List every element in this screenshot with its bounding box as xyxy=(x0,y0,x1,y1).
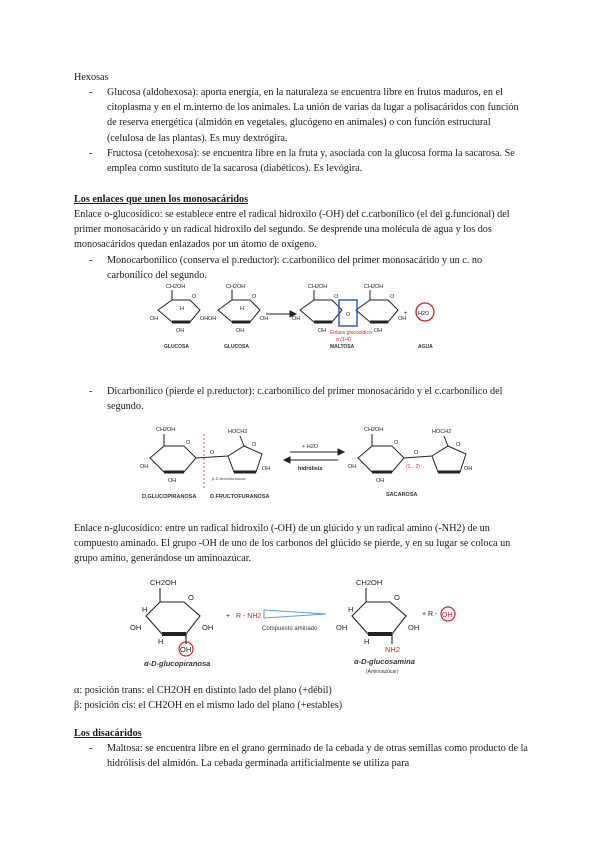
svg-text:OH: OH xyxy=(200,316,209,322)
svg-text:H: H xyxy=(180,306,184,312)
bond-type: α (1-4) xyxy=(336,337,351,343)
label-glucosa-2: GLUCOSA xyxy=(224,344,249,350)
svg-text:CH2OH: CH2OH xyxy=(226,284,246,290)
glucosa-text: Glucosa (aldohexosa): aporta energía, en la naturaleza se encuentra libre en frutos maduros, en el citoplasma y en el m.interno de los animales. La unión de varias da lugar a polisacáridos con función de reserva energética (almidón en vegetales, glucógeno en animales) o con función estructural (celulosa de las plantas). Es muy dextrógira. xyxy=(107,87,519,144)
compound-label: Compuesto aminado xyxy=(262,626,318,632)
svg-text:H: H xyxy=(240,306,244,312)
svg-text:O: O xyxy=(252,294,257,300)
svg-text:CH2OH: CH2OH xyxy=(364,427,384,433)
svg-text:OH: OH xyxy=(336,623,348,632)
hexosas-title: Hexosas xyxy=(74,72,109,83)
svg-text:H: H xyxy=(348,605,354,614)
svg-text:+: + xyxy=(226,613,231,620)
svg-text:O: O xyxy=(252,442,257,448)
bullet-dicarbonilico: - Dicarbonílico (pierde el p.reductor): c.carbonílico del primer monosacárido y el c.carbonílico del segundo. xyxy=(89,384,529,414)
svg-text:H: H xyxy=(158,637,164,646)
svg-text:O: O xyxy=(188,593,194,602)
maltosa-figure xyxy=(150,280,450,352)
svg-text:OH: OH xyxy=(180,645,192,654)
label-glucosa-1: GLUCOSA xyxy=(164,344,189,350)
svg-text:+: + xyxy=(404,311,408,317)
svg-text:O: O xyxy=(414,450,419,456)
svg-text:OH: OH xyxy=(130,623,142,632)
svg-text:OH: OH xyxy=(318,328,327,334)
svg-text:O: O xyxy=(394,440,399,446)
svg-text:OH: OH xyxy=(292,316,301,322)
svg-text:O: O xyxy=(346,312,351,318)
reaction-water: + H2O xyxy=(302,444,319,450)
dicarbonilico-text: Dicarbonílico (pierde el p.reductor): c.carbonílico del primer monosacárido y el c.carbonílico del segundo. xyxy=(107,386,503,413)
n-glucosidico-text: Enlace n-glucosídico: entre un radical hidroxilo (-OH) de un glúcido y un radical amino (-NH2) de un compuesto aminado. El grupo -OH de uno de los carbonos del glúcido se pierde, y en su lugar se coloca un grupo amino, generándose un aminoazúcar. xyxy=(74,523,511,565)
svg-text:CH2OH: CH2OH xyxy=(156,427,176,433)
svg-text:CH2OH: CH2OH xyxy=(166,284,186,290)
svg-text:OH: OH xyxy=(398,316,407,322)
label-fructofuranosa: D.FRUCTOFURANOSA xyxy=(210,494,270,500)
bullet-fructosa: - Fructosa (cetohexosa): se encuentra libre en la fruta y, asociada con la glucosa forma la sacarosa. Se emplea como sustituto de la sacarosa (diabéticos). Es levógira. xyxy=(89,146,529,176)
svg-text:CH2OH: CH2OH xyxy=(356,578,383,587)
svg-text:O: O xyxy=(210,450,215,456)
label-sacarosa: SACAROSA xyxy=(386,492,418,498)
beta-position-text: β: posición cis: el CH2OH en el mismo lado del plano (+estables) xyxy=(74,700,343,711)
svg-text:OH: OH xyxy=(236,328,245,334)
disacaridos-heading: Los disacáridos xyxy=(74,728,142,739)
glucopiranosa-name: α-D-glucopiranosa xyxy=(144,659,211,668)
glucosamina-figure xyxy=(130,572,480,676)
svg-text:OH: OH xyxy=(260,316,269,322)
aminoazucar-label: (Aminoazúcar) xyxy=(366,669,399,675)
fructofuranosa-note: β-D-fructofuranosa xyxy=(212,476,246,481)
svg-text:H: H xyxy=(364,637,370,646)
bullet-monocarbonilico: - Monocarbonílico (conserva el p.reductor): c.carbonílico del primer monosacárido y un c. no carbonílico del segundo. xyxy=(89,253,529,283)
svg-text:O: O xyxy=(394,593,400,602)
glucosamina-name: α-D-glucosamina xyxy=(354,657,415,666)
nh2-label: NH2 xyxy=(385,645,401,654)
svg-text:HOCH2: HOCH2 xyxy=(432,429,452,435)
label-glucopiranosa: D.GLUCOPIRANOSA xyxy=(142,494,197,500)
svg-text:HOCH2: HOCH2 xyxy=(228,429,248,435)
sacarosa-bond-type: (1→2) xyxy=(406,464,420,470)
bond-label: Enlace glucosídico xyxy=(330,330,372,336)
hydrolysis-label: hidrólisis xyxy=(298,466,323,472)
label-maltosa: MALTOSA xyxy=(330,344,355,350)
svg-text:OH: OH xyxy=(464,466,473,472)
svg-text:OH: OH xyxy=(348,464,357,470)
svg-text:O: O xyxy=(456,442,461,448)
svg-text:OH: OH xyxy=(202,623,214,632)
fructosa-text: Fructosa (cetohexosa): se encuentra libre en la fruta y, asociada con la glucosa forma la sacarosa. Se emplea como sustituto de la sacarosa (diabéticos). Es levógira. xyxy=(107,148,515,175)
svg-text:OH: OH xyxy=(208,316,217,322)
svg-text:OH: OH xyxy=(376,478,385,484)
product-side: + R - xyxy=(422,611,438,618)
svg-text:OH: OH xyxy=(408,623,420,632)
o-glucosidico-text: Enlace o-glucosídico: se establece entre el radical hidroxilo (-OH) del c.carbonílico (el del g.funcional) del primer monosacárido y un radical hidroxilo del segundo. Se desprende una molécula de agua y los dos monosacáridos quedan enlazados por un átomo de oxígeno. xyxy=(74,209,510,251)
monocarbonilico-text: Monocarbonílico (conserva el p.reductor): c.carbonílico del primer monosacárido y un c. no carbonílico del segundo. xyxy=(107,255,483,282)
svg-text:OH: OH xyxy=(176,328,185,334)
svg-text:H: H xyxy=(142,605,148,614)
svg-text:OH: OH xyxy=(262,466,271,472)
svg-text:OH: OH xyxy=(150,316,159,322)
reagent-label: R - NH2 xyxy=(236,613,262,620)
bullet-maltosa: - Maltosa: se encuentra libre en el grano germinado de la cebada y de otras semillas como producto de la hidrólisis del almidón. La cebada germinada artificialmente se utiliza para xyxy=(89,741,529,771)
svg-text:O: O xyxy=(334,294,339,300)
svg-text:OH: OH xyxy=(168,478,177,484)
sacarosa-figure xyxy=(140,420,490,502)
svg-text:CH2OH: CH2OH xyxy=(150,578,177,587)
enlaces-heading: Los enlaces que unen los monosacáridos xyxy=(74,194,249,205)
svg-text:OH: OH xyxy=(140,464,149,470)
alpha-position-text: α: posición trans: el CH2OH en distinto lado del plano (+débil) xyxy=(74,685,332,696)
maltosa-text: Maltosa: se encuentra libre en el grano germinado de la cebada y de otras semillas como producto de la hidrólisis del almidón. La cebada germinada artificialmente se utiliza para xyxy=(107,743,528,770)
water-label: H2O xyxy=(418,311,430,317)
svg-text:OH: OH xyxy=(374,328,383,334)
svg-text:O: O xyxy=(390,294,395,300)
svg-text:CH2OH: CH2OH xyxy=(364,284,384,290)
reaction-arrow xyxy=(264,610,326,618)
svg-text:O: O xyxy=(186,440,191,446)
label-agua: AGUA xyxy=(418,344,433,350)
svg-text:CH2OH: CH2OH xyxy=(308,284,328,290)
bullet-glucosa: - Glucosa (aldohexosa): aporta energía, en la naturaleza se encuentra libre en frutos maduros, en el citoplasma y en el m.interno de los animales. La unión de varias da lugar a polisacáridos con función de reserva energética (almidón en vegetales, glucógeno en animales) o con función estructural (celulosa de las plantas). Es muy dextrógira. xyxy=(89,85,529,146)
svg-text:O: O xyxy=(192,294,197,300)
product-oh: OH xyxy=(442,612,453,619)
